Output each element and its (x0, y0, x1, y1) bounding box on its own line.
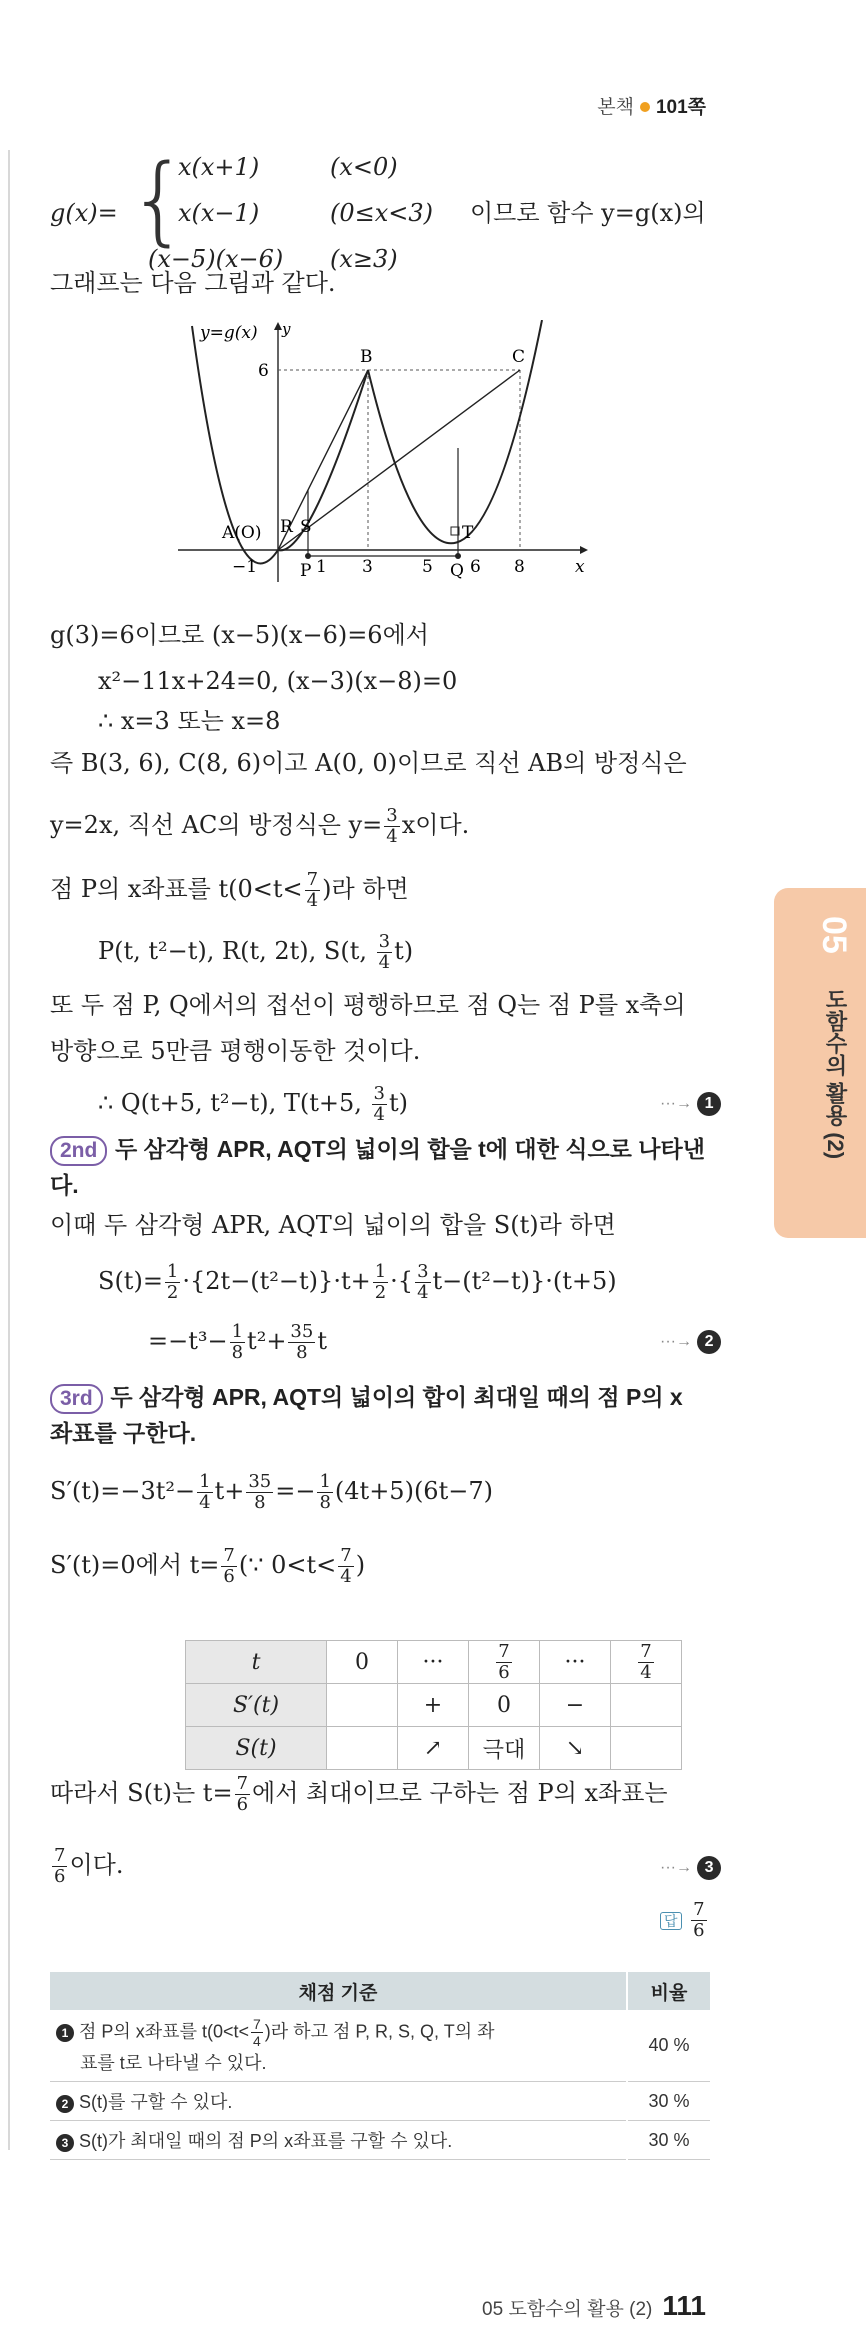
frac-3-4-b: $\frac{3}{4}$ (378, 931, 391, 973)
step2-heading-cont: 다. (50, 1172, 79, 1198)
footer-chapter: 05 도함수의 활용 (2) (482, 2299, 653, 2320)
text-line-12: S(t)= $\frac{1}{2}$ ·{2t−(t²−t)}·t+ $\frac{1}{2}$ ·{ $\frac{3}{4}$ t−(t²−t)}·(t+5) (98, 1261, 617, 1303)
text-line-5: y=2x, 직선 AC의 방정식은 y= $\frac{3}{4}$ x이다. (50, 805, 470, 847)
x-tick-1: 1 (316, 557, 327, 577)
page-footer (482, 2290, 706, 2322)
increase-decrease-table: t 0 ··· $\frac{7}{6}$ ··· $\frac{7}{4}$ S′(t) + 0 − S(t) ↗ 극대 ↘ (185, 1640, 682, 1770)
case-2-expr: x(x−1) (178, 199, 260, 227)
chapter-number: 05 (815, 916, 853, 954)
label-B: B (360, 347, 373, 367)
label-S: S (300, 517, 312, 537)
text-line-3: ∴ x=3 또는 x=8 (98, 707, 281, 735)
frac-3-4: $\frac{3}{4}$ (386, 805, 398, 847)
x-tick-3: 3 (362, 557, 373, 577)
case-1-expr: x(x+1) (178, 153, 260, 181)
final-answer: 답 $\frac{7}{6}$ (660, 1900, 709, 1941)
grading-table (50, 1972, 710, 2160)
step3-tag: 3rd (50, 1384, 103, 1414)
func-label: y=g(x) (200, 323, 258, 343)
point-Q-dot (455, 553, 461, 559)
label-R: R (280, 517, 293, 537)
text-line-14: S′(t)=−3t²− $\frac{1}{4}$ t+ $\frac{35}{8}$ =− $\frac{1}{8}$ (4t+5)(6t−7) (50, 1471, 493, 1513)
line-AC (278, 370, 520, 550)
step2-heading: 2nd 두 삼각형 APR, AQT의 넓이의 합을 t에 대한 식으로 나타낸 (50, 1134, 705, 1166)
table-row: 2 S(t)를 구할 수 있다. 30 % (50, 2082, 710, 2121)
x-tick-8: 8 (514, 557, 525, 577)
grading-header-criteria: 채점 기준 (50, 1972, 627, 2010)
marker-3: ···→ 3 (660, 1856, 721, 1880)
function-graph (170, 320, 590, 590)
text-line-7: P(t, t²−t), R(t, 2t), S(t, $\frac{3}{4}$ t) (98, 931, 414, 973)
bullet-dot (640, 102, 650, 112)
label-P: P (300, 561, 312, 581)
text-line-9: 방향으로 5만큼 평행이동한 것이다. (50, 1037, 421, 1065)
x-axis-arrow (580, 546, 588, 554)
frac-7-4: $\frac{7}{4}$ (306, 869, 319, 911)
case-1-cond: (x<0) (330, 153, 398, 181)
text-line-17: $\frac{7}{6}$ 이다. (54, 1845, 124, 1887)
left-margin-rule (8, 150, 10, 2150)
text-line-6: 점 P의 x좌표를 t(0<t< $\frac{7}{4}$ )라 하면 (50, 869, 409, 911)
x-axis-label: x (575, 557, 585, 577)
inc-header-s: S(t) (186, 1727, 327, 1770)
table-row: 1 점 P의 x좌표를 t(0<t< $\frac{7}{4}$ )라 하고 점 P, R, S, Q, T의 좌 표를 t로 나타낼 수 있다. 40 % (50, 2010, 710, 2082)
label-Q: Q (450, 561, 464, 581)
book-label: 본책 (597, 97, 634, 118)
step3-heading: 3rd 두 삼각형 APR, AQT의 넓이의 합이 최대일 때의 점 P의 x (50, 1382, 683, 1414)
text-line-2: x²−11x+24=0, (x−3)(x−8)=0 (98, 667, 458, 695)
table-row: 3 S(t)가 최대일 때의 점 P의 x좌표를 구할 수 있다. 30 % (50, 2121, 710, 2160)
marker-2: ···→ 2 (660, 1330, 721, 1354)
text-line-10: ∴ Q(t+5, t²−t), T(t+5, $\frac{3}{4}$ t) (98, 1083, 408, 1125)
chapter-side-tab[interactable] (774, 888, 866, 1238)
marker-1: ···→ 1 (660, 1092, 721, 1116)
chapter-title: 도함수의 활용 (2) (823, 988, 848, 1160)
point-P-dot (305, 553, 311, 559)
text-line-15: S′(t)=0에서 t= $\frac{7}{6}$ (∵ 0<t< $\frac{7}{4}$ ) (50, 1545, 366, 1587)
y-axis-arrow (274, 322, 282, 330)
y-tick-6: 6 (258, 361, 269, 381)
y-axis-label: y (282, 320, 291, 338)
text-line-13: =−t³− $\frac{1}{8}$ t²+ $\frac{35}{8}$ t (148, 1321, 327, 1363)
grading-header-ratio: 비율 (627, 1972, 710, 2010)
text-line-16: 따라서 S(t)는 t= $\frac{7}{6}$ 에서 최대이므로 구하는 점 P의 x좌표는 (50, 1773, 668, 1815)
curly-brace: { (128, 144, 190, 256)
text-line-11: 이때 두 삼각형 APR, AQT의 넓이의 합을 S(t)라 하면 (50, 1211, 616, 1239)
page-number: 111 (662, 2290, 706, 2321)
inc-header-deriv: S′(t) (186, 1684, 327, 1727)
frac-3-4-c: $\frac{3}{4}$ (373, 1083, 385, 1125)
answer-icon: 답 (660, 1912, 682, 1930)
graph-intro: 그래프는 다음 그림과 같다. (50, 269, 336, 297)
piecewise-lhs: g(x)= (50, 199, 118, 227)
x-tick-6: 6 (470, 557, 481, 577)
text-line-1: g(3)=6이므로 (x−5)(x−6)=6에서 (50, 621, 429, 649)
case-2-cond: (0≤x<3) (330, 199, 434, 227)
piecewise-tail: 이므로 함수 y=g(x)의 (470, 199, 706, 227)
label-A: A(O) (222, 523, 262, 543)
case-3-cond: (x≥3) (330, 245, 398, 273)
x-tick-5: 5 (422, 557, 433, 577)
page-ref: 101쪽 (655, 97, 706, 118)
page-header (597, 92, 706, 119)
text-line-4: 즉 B(3, 6), C(8, 6)이고 A(0, 0)이므로 직선 AB의 방정식은 (50, 749, 687, 777)
step3-heading-cont: 좌표를 구한다. (50, 1420, 197, 1446)
text-line-8: 또 두 점 P, Q에서의 접선이 평행하므로 점 Q는 점 P를 x축의 (50, 991, 686, 1019)
x-tick-m1: −1 (232, 557, 258, 577)
case-3-expr: (x−5)(x−6) (148, 245, 284, 273)
inc-header-t: t (186, 1641, 327, 1684)
step2-tag: 2nd (50, 1136, 107, 1166)
label-T: T (462, 523, 474, 543)
label-C: C (512, 347, 526, 367)
